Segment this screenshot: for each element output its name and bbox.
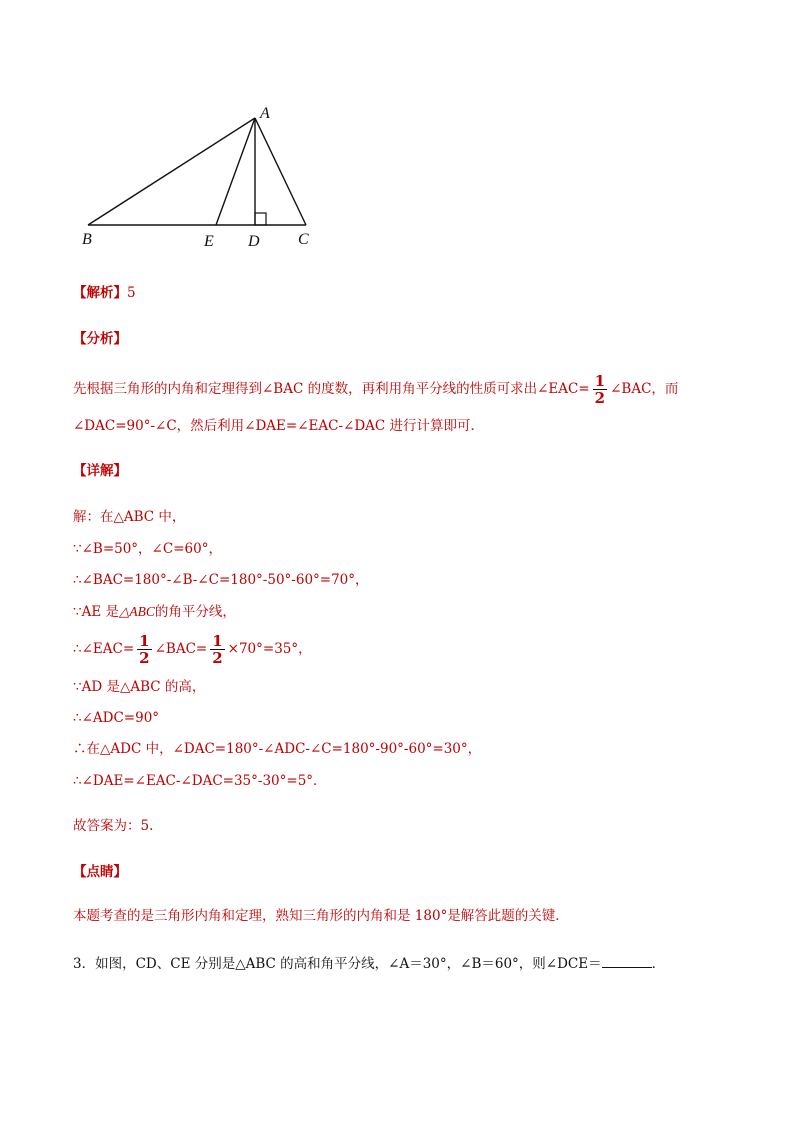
jiexi-line <box>73 283 136 303</box>
answer-line: 故答案为：5. <box>73 818 154 834</box>
fraction-den-1: 2 <box>139 649 150 667</box>
question-3 <box>73 953 665 974</box>
label-c: C <box>298 231 309 248</box>
dianjing-text: 本题考查的是三角形内角和定理，熟知三角形的内角和是 180°是解答此题的关键． <box>73 908 569 924</box>
fraction-half-1 <box>137 633 151 666</box>
question3-suffix: ． <box>651 956 666 972</box>
segment-ac <box>255 118 306 225</box>
jiexi-heading: 【解析】 <box>73 285 127 301</box>
triangle-figure <box>78 100 328 250</box>
step-2: ∵∠B=50°，∠C=60°， <box>73 541 222 557</box>
step5-mid: ∠BAC= <box>154 641 208 657</box>
step-1: 解：在△ABC 中， <box>73 509 186 525</box>
step-7: ∴∠ADC=90° <box>73 710 160 726</box>
question3-prefix: 3．如图，CD、CE 分别是△ABC 的高和角平分线，∠A＝30°，∠B＝60°，则∠DCE＝ <box>73 956 602 972</box>
fenxi-heading: 【分析】 <box>73 331 127 347</box>
step-9: ∴∠DAE=∠EAC-∠DAC=35°-30°=5°． <box>73 773 327 789</box>
fraction-num: 1 <box>594 372 606 390</box>
fraction-num-1: 1 <box>139 632 150 650</box>
label-b: B <box>82 231 92 248</box>
answer-blank[interactable] <box>602 953 652 968</box>
fenxi-line-2: ∠DAC=90°-∠C，然后利用∠DAE=∠EAC-∠DAC 进行计算即可． <box>73 418 485 434</box>
step-4 <box>73 602 236 622</box>
fenxi-line-1 <box>73 371 678 407</box>
step5-prefix: ∴∠EAC= <box>73 641 135 657</box>
fraction-half-2 <box>210 633 224 666</box>
label-a: A <box>260 105 270 122</box>
step-3: ∴∠BAC=180°-∠B-∠C=180°-50°-60°=70°， <box>73 572 369 588</box>
step4-triangle: △ABC <box>118 604 155 619</box>
jiexi-answer: 5 <box>127 285 136 301</box>
step-6: ∵AD 是△ABC 的高， <box>73 679 206 695</box>
fenxi-line1-prefix: 先根据三角形的内角和定理得到∠BAC 的度数，再利用角平分线的性质可求出∠EAC= <box>73 381 590 397</box>
dianjing-heading: 【点睛】 <box>73 864 127 880</box>
label-e: E <box>204 233 214 250</box>
fraction-den-2: 2 <box>212 649 223 667</box>
fraction-num-2: 1 <box>212 632 223 650</box>
step-5 <box>73 631 312 667</box>
step5-suffix: ×70°=35°， <box>227 641 312 657</box>
fraction-den: 2 <box>594 389 606 407</box>
right-angle-mark <box>255 213 266 225</box>
fenxi-line1-suffix: ∠BAC，而 <box>610 381 679 397</box>
label-d: D <box>248 233 260 250</box>
step4-suffix: 的角平分线， <box>154 604 236 620</box>
xiangjie-heading: 【详解】 <box>73 463 127 479</box>
step-8: ∴在△ADC 中，∠DAC=180°-∠ADC-∠C=180°-90°-60°=30°， <box>73 741 482 757</box>
step4-prefix: ∵AE 是 <box>73 604 119 620</box>
segment-ab <box>88 118 255 225</box>
segment-ae <box>216 118 255 225</box>
fraction-half <box>593 373 607 406</box>
